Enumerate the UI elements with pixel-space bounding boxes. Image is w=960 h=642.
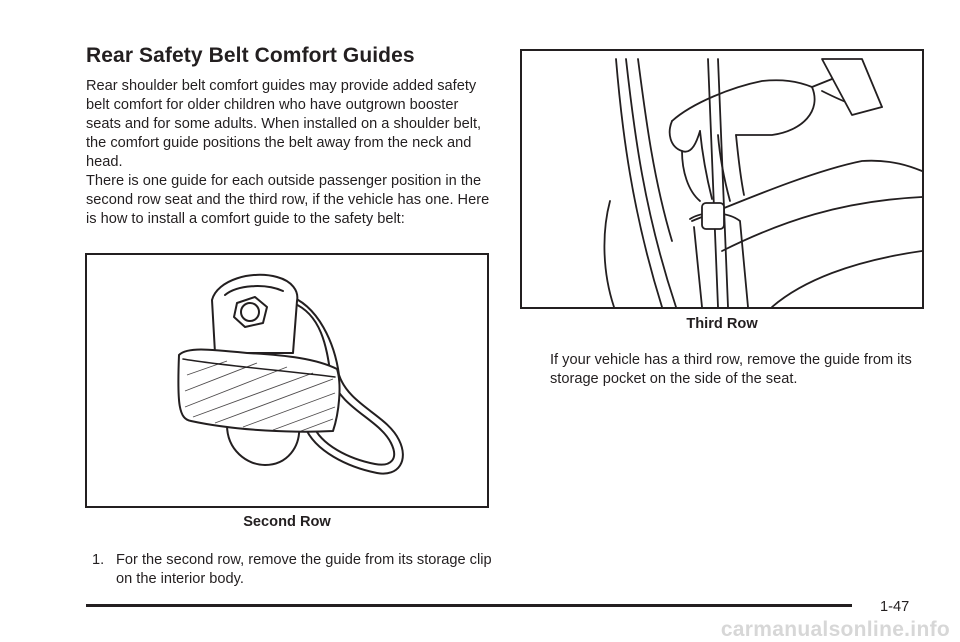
third-row-caption: Third Row <box>686 316 758 332</box>
guides-paragraph: There is one guide for each outside passenger position in the second row seat and the third row, if the vehicle has one. Here is how to install a comfort guide to the safety belt: <box>86 173 490 227</box>
step-text: For the second row, remove the guide from its storage clip on the interior body. <box>116 552 492 587</box>
footer-rule <box>86 604 852 607</box>
second-row-illustration <box>85 253 489 508</box>
third-row-paragraph: If your vehicle has a third row, remove the guide from its storage pocket on the side of the seat. <box>550 352 912 387</box>
step-number: 1. <box>92 552 105 568</box>
third-row-illustration <box>520 49 924 309</box>
comfort-guide-clip-drawing <box>87 255 487 506</box>
watermark: carmanualsonline.info <box>720 618 950 641</box>
page-number: 1-47 <box>880 599 910 615</box>
seat-pocket-drawing <box>522 51 922 307</box>
intro-paragraph: Rear shoulder belt comfort guides may provide added safety belt comfort for older children who have outgrown booster seats and for some adults. When installed on a shoulder belt, the comfort guide positions the belt away from the neck and head. <box>86 78 482 170</box>
second-row-caption: Second Row <box>243 514 331 530</box>
section-title: Rear Safety Belt Comfort Guides <box>86 44 415 67</box>
